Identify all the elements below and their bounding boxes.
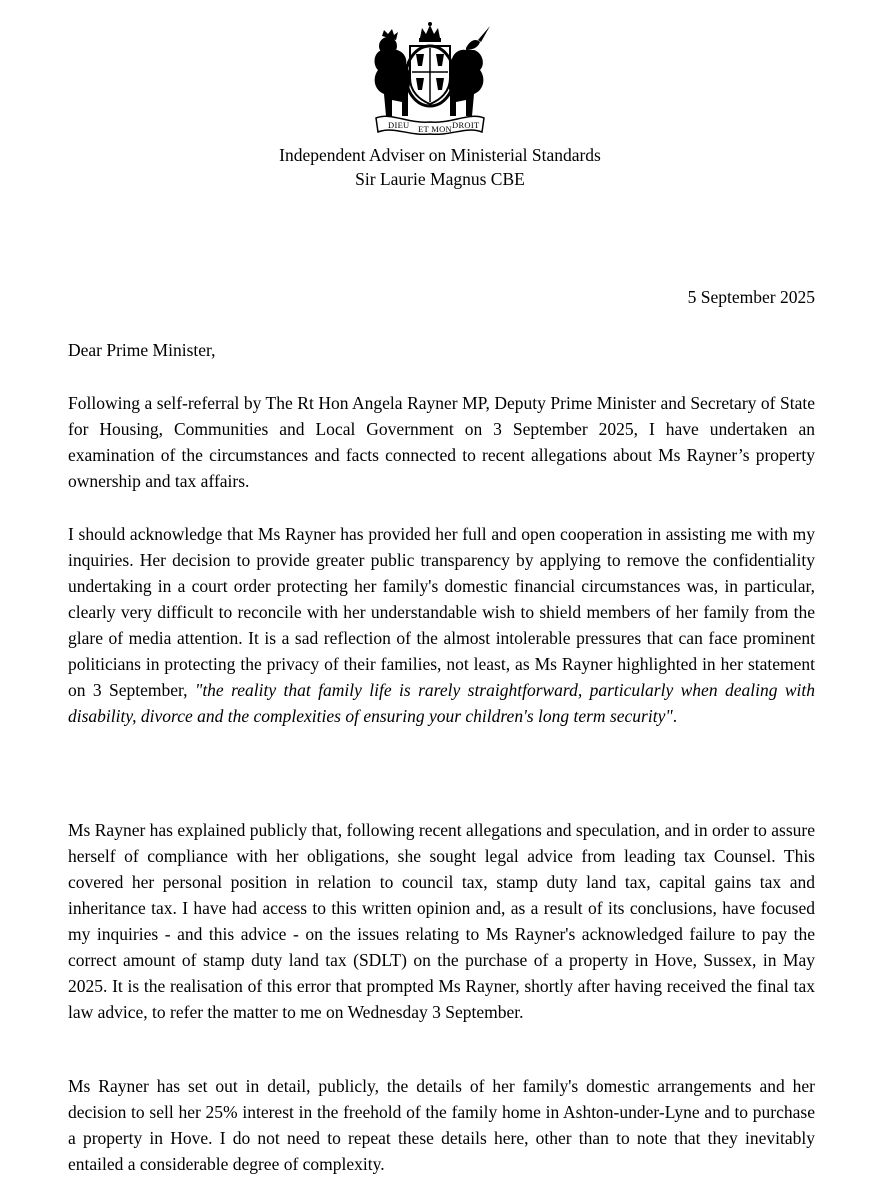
paragraph-1: Following a self-referral by The Rt Hon Angela Rayner MP, Deputy Prime Minister and Secretary of State for Housing, Communities and Local Government on 3 September 2025, I have undertaken an examination of the circumstances and facts connected to recent allegations about Ms Rayner’s property ownership and tax affairs. (68, 393, 815, 491)
paragraph-2 (68, 521, 815, 729)
paragraph-4: Ms Rayner has set out in detail, publicly, the details of her family's domestic arrangements and her decision to sell her 25% interest in the freehold of the family home in Ashton-under-Lyne and to purchase a property in Hove. I do not need to repeat these details here, other than to note that they inevitably entailed a considerable degree of complexity. (68, 1076, 815, 1174)
paragraph-2-text: I should acknowledge that Ms Rayner has provided her full and open cooperation in assisting me with my inquiries. Her decision to provide greater public transparency by applying to remove the confidentiality undertaking in a court order protecting her family's domestic financial circumstances was, in particular, clearly very difficult to reconcile with her understandable wish to shield members of her family from the glare of media attention. It is a sad reflection of the almost intolerable pressures that can face prominent politicians in protecting the privacy of their families, not least, as Ms Rayner highlighted in her statement on 3 September, (68, 524, 815, 700)
letter-date: 5 September 2025 (687, 287, 815, 307)
office-title: Independent Adviser on Ministerial Standards (279, 145, 601, 165)
salutation: Dear Prime Minister, (68, 340, 216, 360)
crest-motto-left: DIEU (388, 120, 410, 130)
paragraph-2-end: . (672, 706, 678, 726)
adviser-name: Sir Laurie Magnus CBE (355, 169, 525, 189)
crest-motto-right: DROIT (452, 120, 480, 130)
paragraph-3: Ms Rayner has explained publicly that, following recent allegations and speculation, and in order to assure herself of compliance with her obligations, she sought legal advice from leading tax Counsel. This covered her personal position in relation to council tax, stamp duty land tax, capital gains tax and inheritance tax. I have had access to this written opinion and, as a result of its conclusions, have focused my inquiries - and this advice - on the issues relating to Ms Rayner's acknowledged failure to pay the correct amount of stamp duty land tax (SDLT) on the purchase of a property in Hove, Sussex, in May 2025. It is the realisation of this error that prompted Ms Rayner, shortly after having received the final tax law advice, to refer the matter to me on Wednesday 3 September. (68, 820, 815, 1022)
crest-motto-center: ET MON (418, 124, 452, 134)
royal-coat-of-arms-icon (362, 20, 498, 138)
paragraph-2-quote: "the reality that family life is rarely straightforward, particularly when dealing with disability, divorce and the complexities of ensuring your children's long term security" (68, 680, 816, 726)
letterhead (0, 143, 880, 191)
